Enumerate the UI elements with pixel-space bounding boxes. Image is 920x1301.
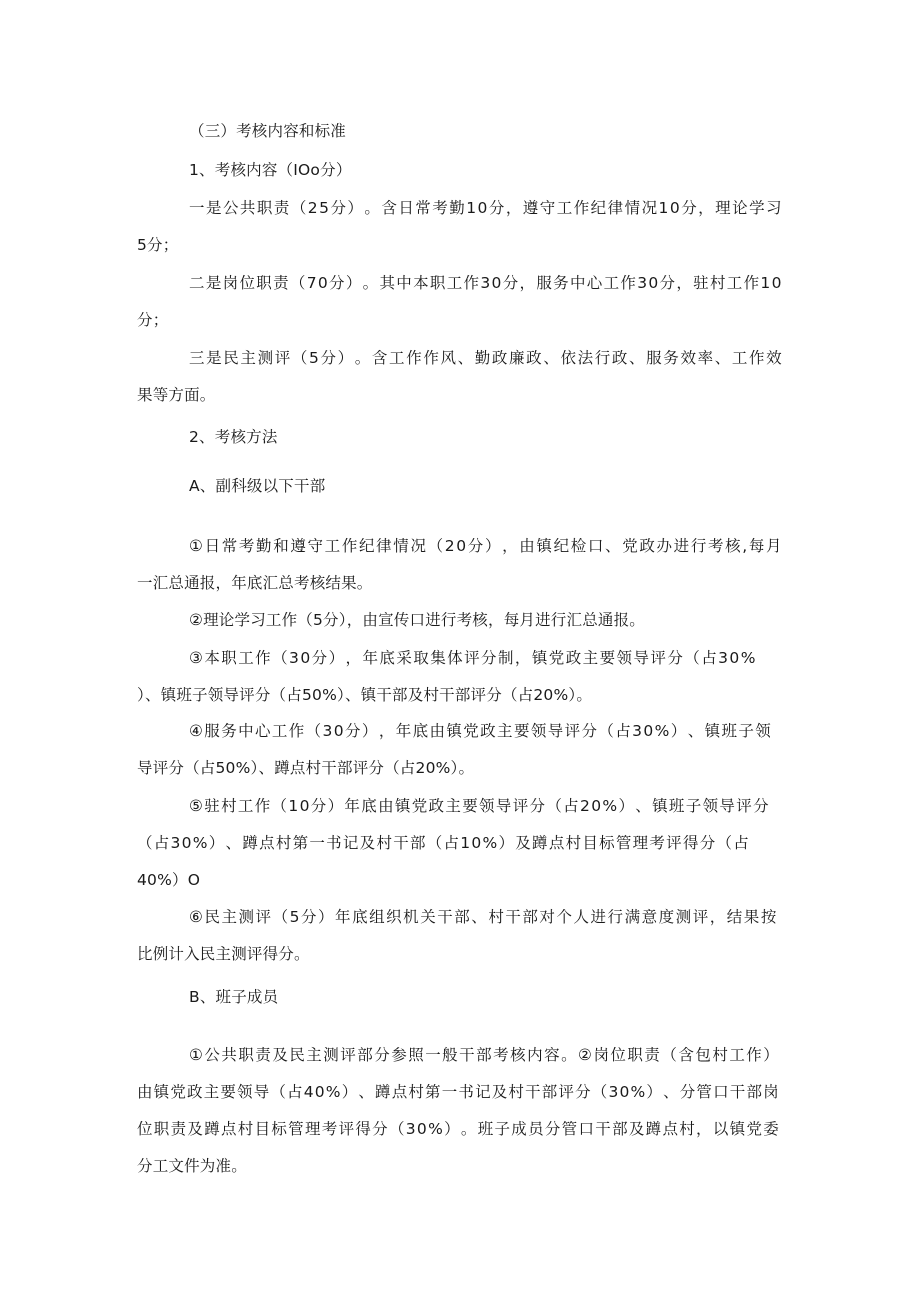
b-paragraph-line4: 分工文件为准。: [137, 1157, 247, 1175]
a-item4-line2: 导评分（占50%）、蹲点村干部评分（占20%）。: [137, 759, 475, 777]
a-item6-line2: 比例计入民主测评得分。: [137, 945, 310, 963]
para-democratic-line1: 三 是 民 主 测 评 （ 5 分 ） 。 含 工 作 作 风 、 勤 政 廉 政 、 依 法 行 政 、 服 务 效 率 、 工 作 效: [189, 349, 782, 367]
para-public-duty-line1: 一 是 公 共 职 责 （ 2 5 分 ） 。 含 日 常 考 勤 1 0 分 ， 遵 守 工 作 纪 律 情 况 1 0 分 ， 理 论 学 习: [189, 199, 782, 217]
a-item1-line1: ① 日 常 考 勤 和 遵 守 工 作 纪 律 情 况 （ 2 0 分 ） ， 由 镇 纪 检 口 、 党 政 办 进 行 考 核 , 每 月: [189, 537, 782, 555]
para-democratic-line2: 果等方面。: [137, 386, 216, 404]
a-item2-line1: ②理论学习工作（5分），由宣传口进行考核，每月进行汇总通报。: [189, 611, 646, 629]
item1-heading: 1、考核内容（IOo分）: [189, 161, 352, 179]
b-paragraph-line2: 由 镇 党 政 主 要 领 导 （ 占 4 0 % ） 、 蹲 点 村 第 一 书 记 及 村 干 部 评 分 （ 3 0 % ） 、 分 管 口 干 部 岗: [137, 1083, 779, 1101]
sub-b-heading: B、班子成员: [189, 988, 279, 1006]
section-heading: （三）考核内容和标准: [189, 122, 347, 140]
item2-heading: 2、考核方法: [189, 428, 278, 446]
para-post-duty-line1: 二 是 岗 位 职 责 （ 7 0 分 ） 。 其 中 本 职 工 作 3 0 分 ， 服 务 中 心 工 作 3 0 分 ， 驻 村 工 作 1 0: [189, 274, 782, 292]
a-item3-line1: ③ 本 职 工 作 （ 3 0 分 ） ， 年 底 采 取 集 体 评 分 制 ， 镇 党 政 主 要 领 导 评 分 （ 占 3 0 %: [189, 649, 756, 667]
b-paragraph-line1: ① 公 共 职 责 及 民 主 测 评 部 分 参 照 一 般 干 部 考 核 内 容 。 ② 岗 位 职 责 （ 含 包 村 工 作 ）: [189, 1046, 779, 1064]
a-item5-line1: ⑤ 驻 村 工 作 （ 1 0 分 ） 年 底 由 镇 党 政 主 要 领 导 评 分 （ 占 2 0 % ） 、 镇 班 子 领 导 评 分: [189, 797, 769, 815]
para-public-duty-line2: 5分；: [137, 236, 179, 254]
a-item1-line2: 一汇总通报，年底汇总考核结果。: [137, 574, 373, 592]
a-item3-line2: ）、镇班子领导评分（占50%）、镇干部及村干部评分（占20%）。: [137, 686, 593, 704]
b-paragraph-line3: 位 职 责 及 蹲 点 村 目 标 管 理 考 评 得 分 （ 3 0 % ） 。 班 子 成 员 分 管 口 干 部 及 蹲 点 村 ， 以 镇 党 委: [137, 1120, 779, 1138]
a-item4-line1: ④ 服 务 中 心 工 作 （ 3 0 分 ） ， 年 底 由 镇 党 政 主 要 领 导 评 分 （ 占 3 0 % ） 、 镇 班 子 领: [189, 722, 771, 740]
sub-a-heading: A、副科级以下干部: [189, 477, 326, 495]
a-item5-line3: 40%）O: [137, 871, 201, 889]
a-item6-line1: ⑥ 民 主 测 评 （ 5 分 ） 年 底 组 织 机 关 干 部 、 村 干 部 对 个 人 进 行 满 意 度 测 评 ， 结 果 按: [189, 908, 777, 926]
para-post-duty-line2: 分；: [137, 311, 169, 329]
a-item5-line2: （ 占 3 0 % ） 、 蹲 点 村 第 一 书 记 及 村 干 部 （ 占 1 0 % ） 及 蹲 点 村 目 标 管 理 考 评 得 分 （ 占: [137, 834, 749, 852]
